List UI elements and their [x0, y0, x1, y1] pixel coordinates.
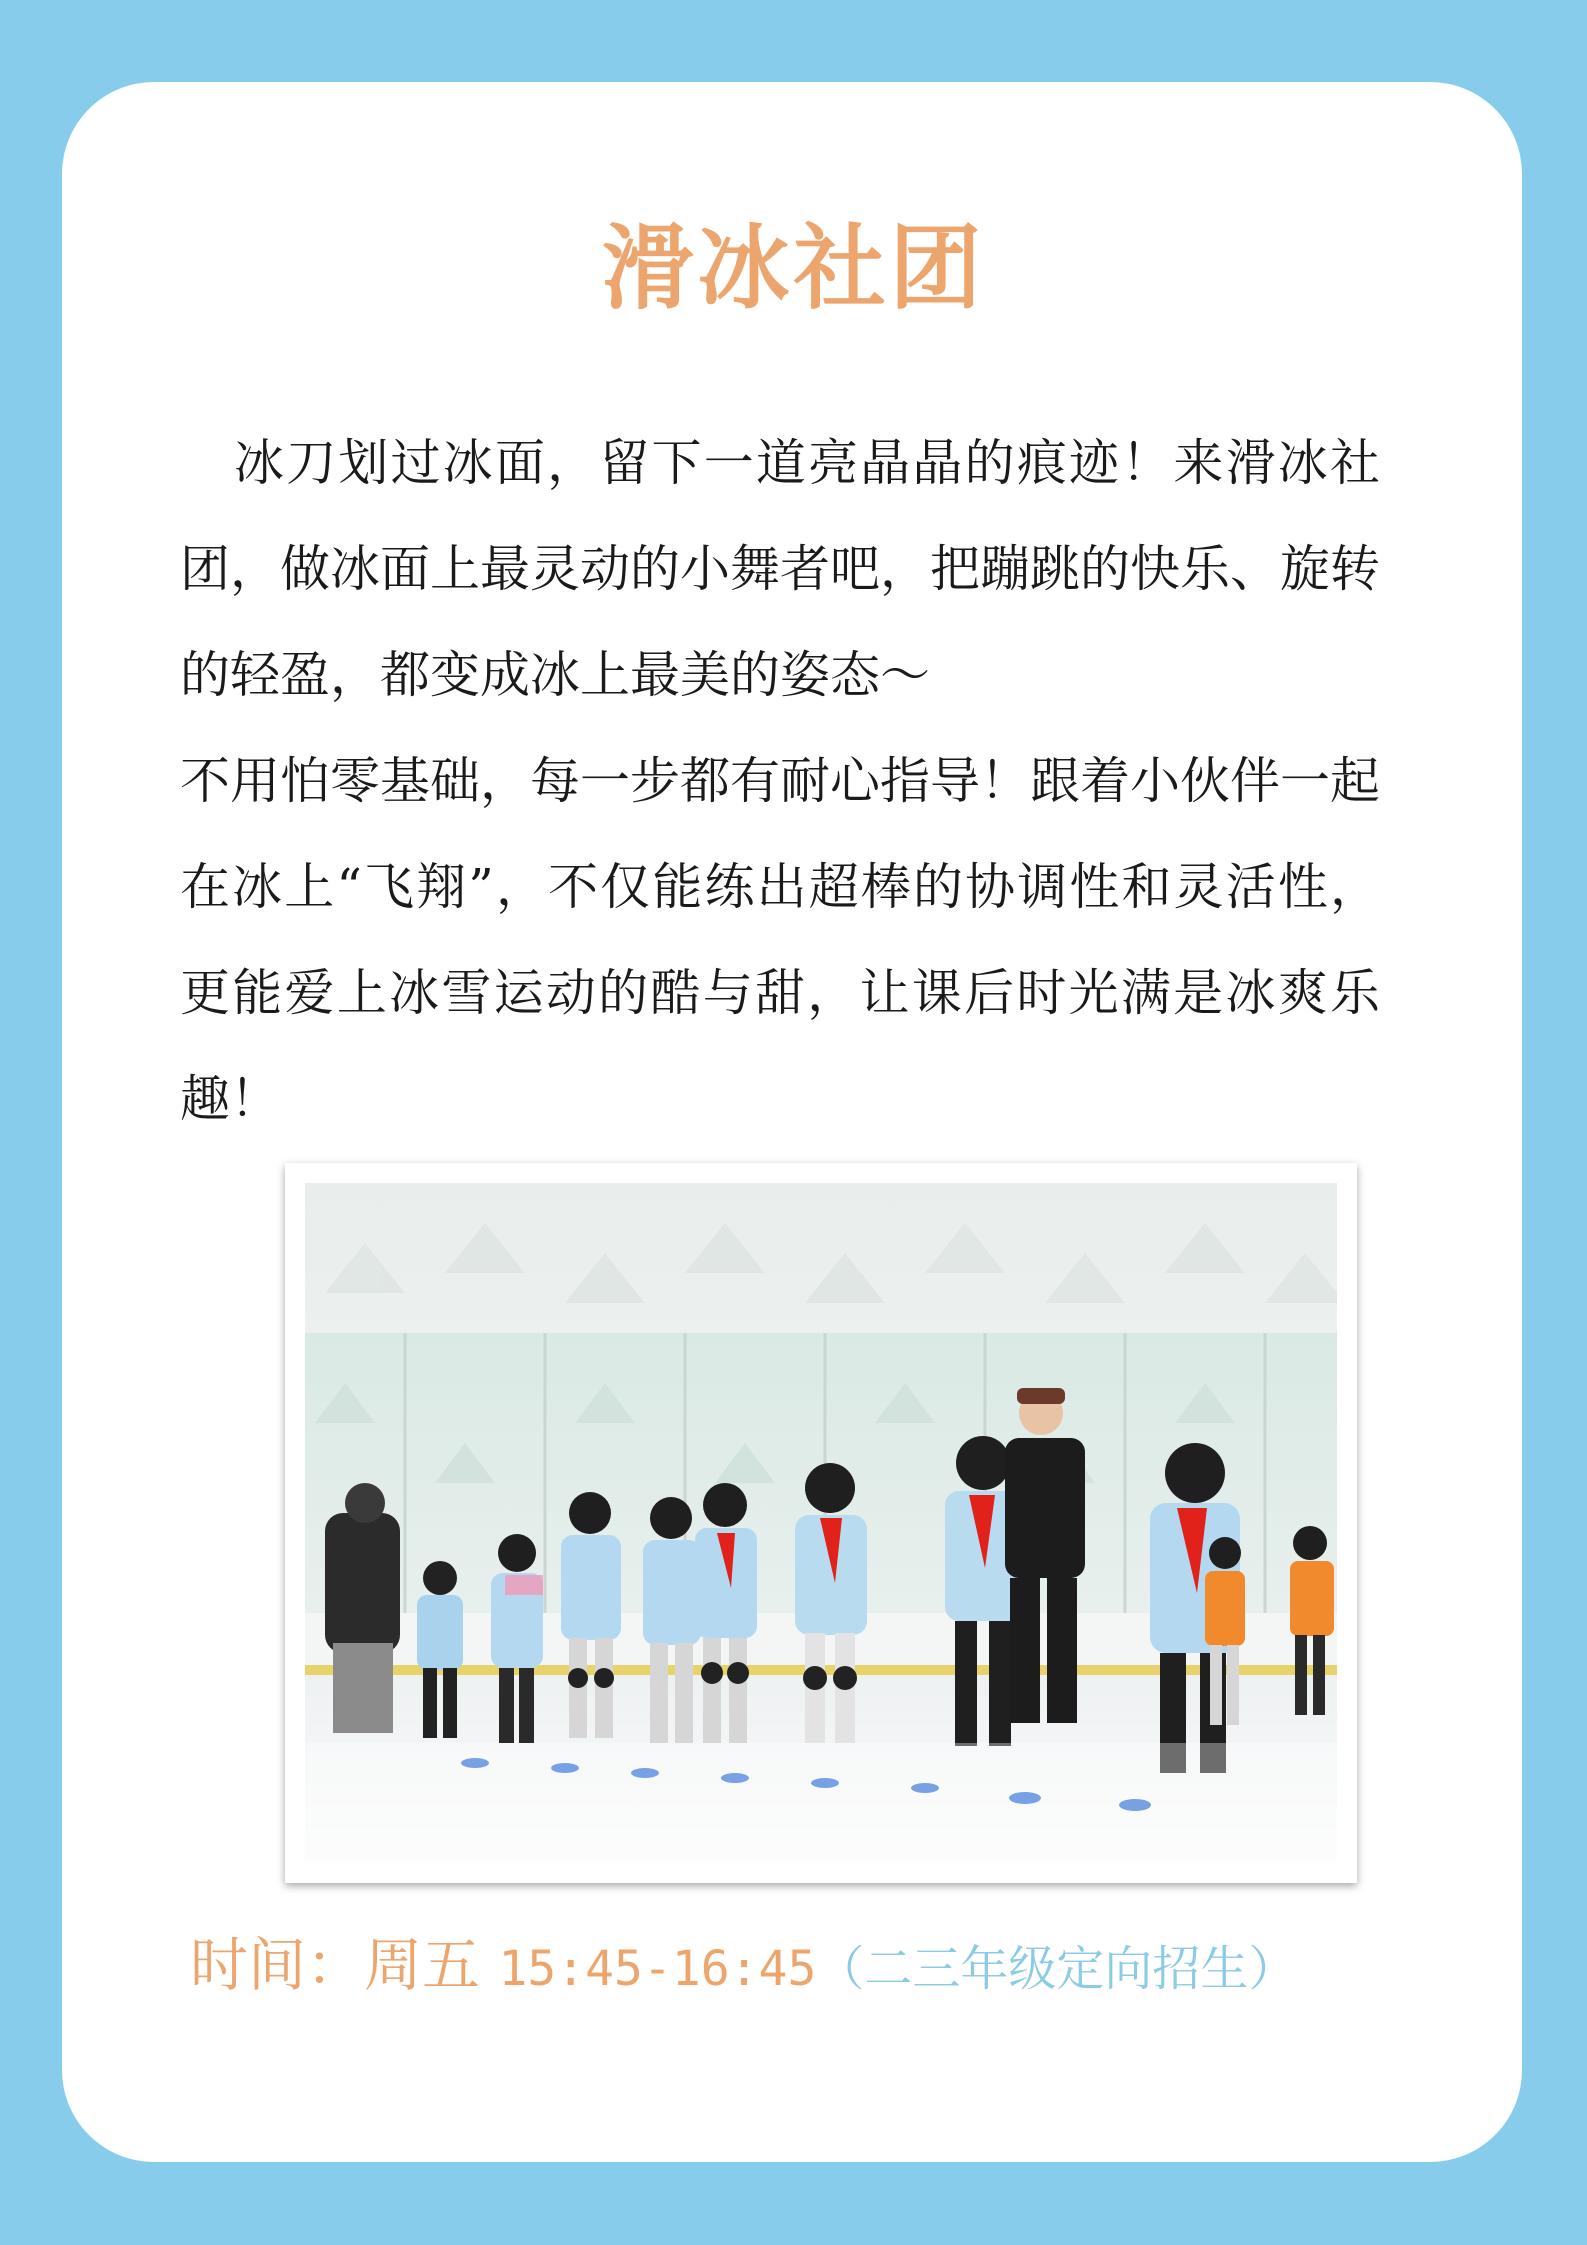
photo-frame — [285, 1163, 1357, 1883]
poster-title: 滑冰社团 — [601, 214, 986, 322]
schedule-label: 时间： — [190, 1931, 365, 1999]
schedule-day: 周五 — [364, 1931, 499, 1999]
skating-class-photo — [305, 1183, 1337, 1863]
schedule-time: 15:45-16:45 — [498, 1941, 817, 1997]
poster-body — [180, 410, 1380, 1152]
schedule-note: （二三年级定向招生） — [816, 1941, 1297, 1997]
schedule-line — [190, 1925, 1490, 2020]
detail-paragraph: 不用怕零基础，每一步都有耐心指导！跟着小伙伴一起在冰上“飞翔”，不仅能练出超棒的协调性和灵活性，更能爱上冰雪运动的酷与甜，让课后时光满是冰爽乐趣！ — [180, 752, 1380, 1128]
intro-paragraph: 冰刀划过冰面，留下一道亮晶晶的痕迹！来滑冰社团，做冰面上最灵动的小舞者吧，把蹦跳的快乐、旋转的轻盈，都变成冰上最美的姿态～ — [180, 434, 1380, 704]
